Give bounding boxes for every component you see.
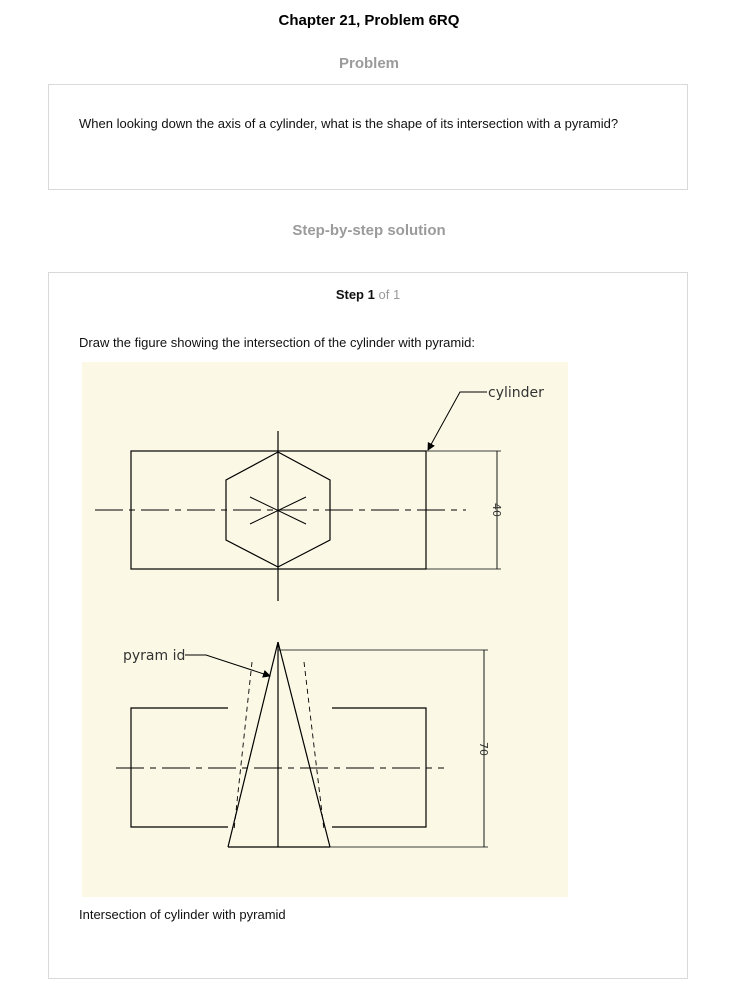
step-word: Step xyxy=(335,287,364,302)
dimension-70: 70 xyxy=(477,742,490,756)
figure-caption: Intersection of cylinder with pyramid xyxy=(79,907,286,922)
hidden-right-line xyxy=(304,662,324,830)
top-view xyxy=(95,392,501,601)
cylinder-label: cylinder xyxy=(488,385,544,401)
solution-box xyxy=(48,272,688,979)
dimension-40: 40 xyxy=(490,503,503,517)
step-number: 1 xyxy=(367,287,375,302)
problem-text: When looking down the axis of a cylinder, what is the shape of its intersection with a pyramid? xyxy=(79,116,619,131)
problem-heading: Problem xyxy=(338,55,399,72)
step-label xyxy=(49,287,687,302)
step-total: of 1 xyxy=(378,287,401,302)
solution-intro: Draw the figure showing the intersection of the cylinder with pyramid: xyxy=(79,335,475,350)
cylinder-leader xyxy=(428,392,487,450)
chapter-title: Chapter 21, Problem 6RQ xyxy=(278,12,460,29)
pyramid-label: pyram id xyxy=(123,648,186,664)
solution-heading: Step-by-step solution xyxy=(292,222,446,239)
intersection-figure xyxy=(82,362,568,897)
problem-box xyxy=(48,84,688,190)
pyramid-leader xyxy=(185,655,270,676)
hidden-left-line xyxy=(234,662,252,830)
intersection-drawing xyxy=(82,362,568,897)
front-view xyxy=(116,642,488,847)
